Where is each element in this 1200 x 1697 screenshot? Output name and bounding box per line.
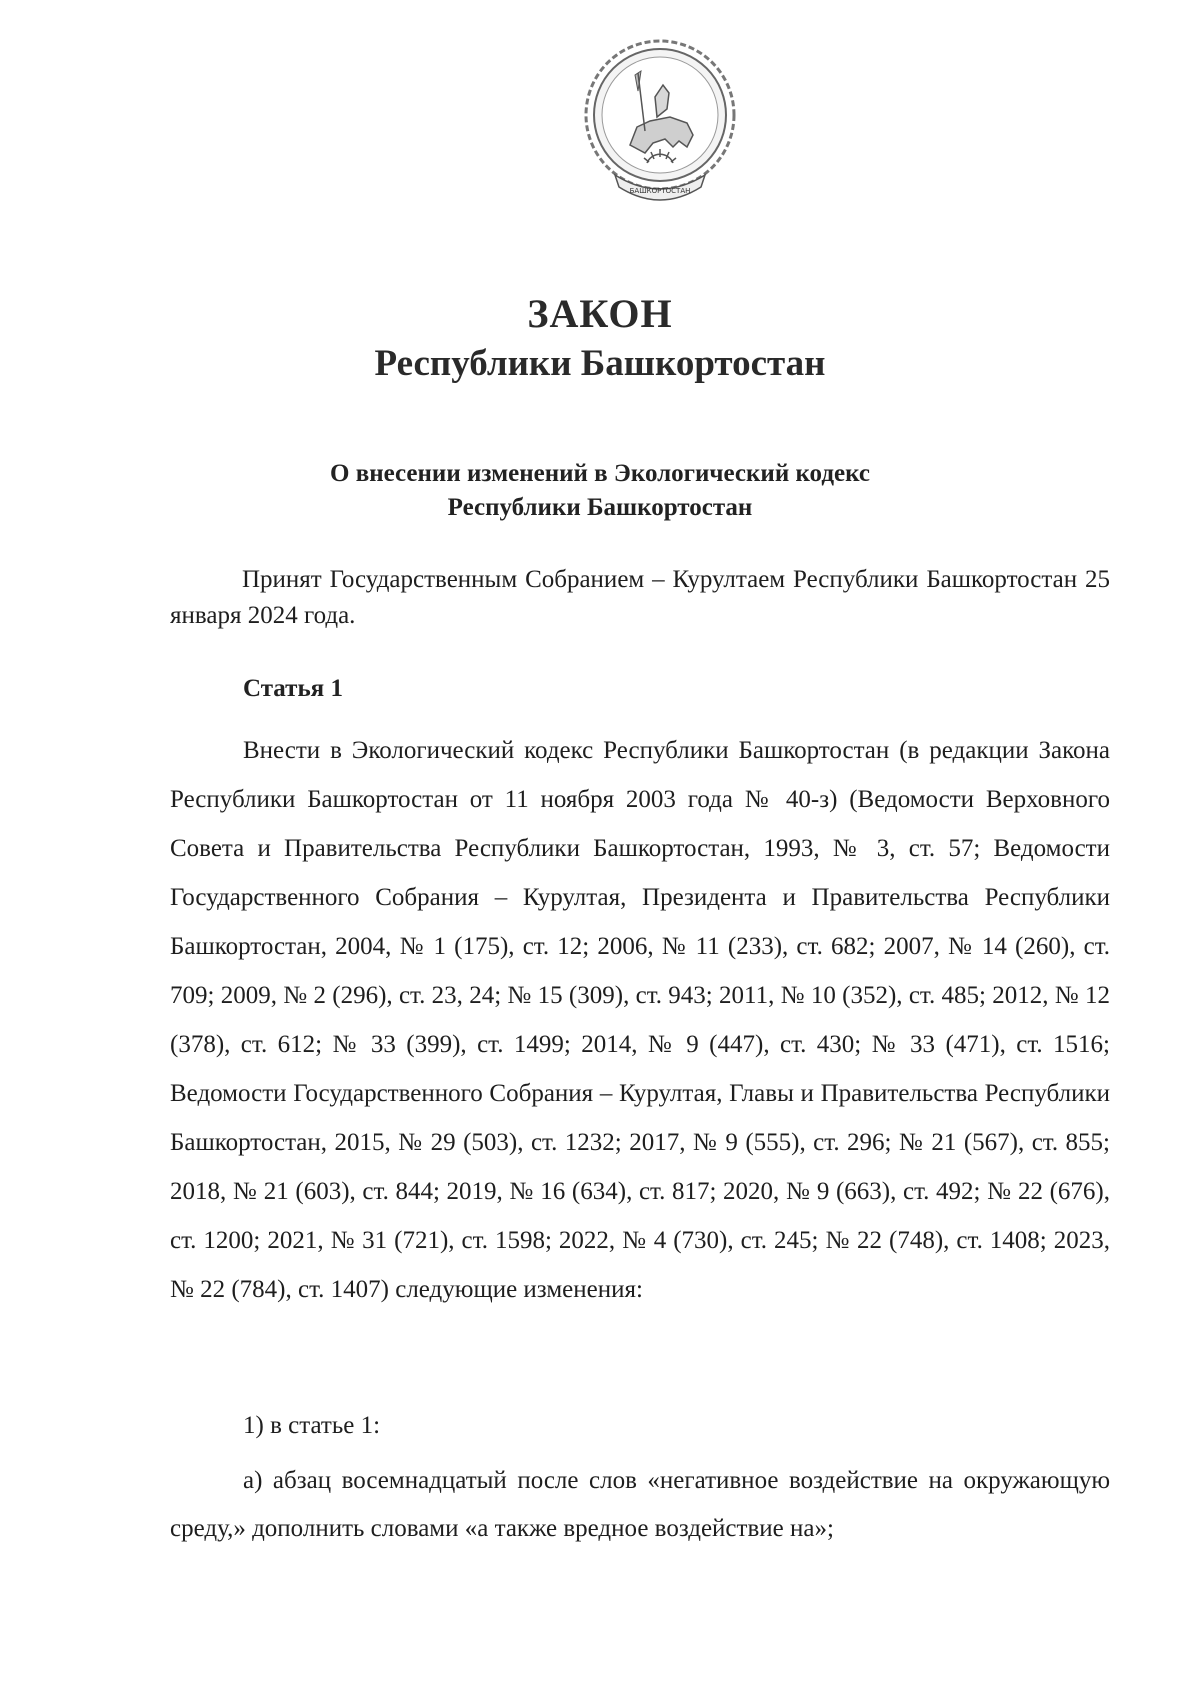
article-heading: Статья 1	[243, 675, 343, 702]
law-subject	[0, 457, 1200, 525]
law-subtitle: Республики Башкортостан	[374, 343, 826, 384]
list-item-a: а) абзац восемнадцатый после слов «негативное воздействие на окружающую среду,» дополнить словами «а также вредное воздействие на»;	[170, 1467, 1110, 1542]
article-body-paragraph: Внести в Экологический кодекс Республики Башкортостан (в редакции Закона Республики Башкортостан от 11 ноября 2003 года № 40-з) (Ведомости Верховного Совета и Правительства Республики Башкортостан, 1993, № 3, ст. 57; Ведомости Государственного Собрания – Курултая, Президента и Правительства Республики Башкортостан, 2004, № 1 (175), ст. 12; 2006, № 11 (233), ст. 682; 2007, № 14 (260), ст. 709; 2009, № 2 (296), ст. 23, 24; № 15 (309), ст. 943; 2011, № 10 (352), ст. 485; 2012, № 12 (378), ст. 612; № 33 (399), ст. 1499; 2014, № 9 (447), ст. 430; № 33 (471), ст. 1516; Ведомости Государственного Собрания – Курултая, Главы и Правительства Республики Башкортостан, 2015, № 29 (503), ст. 1232; 2017, № 9 (555), ст. 296; № 21 (567), ст. 855; 2018, № 21 (603), ст. 844; 2019, № 16 (634), ст. 817; 2020, № 9 (663), ст. 492; № 22 (676), ст. 1200; 2021, № 31 (721), ст. 1598; 2022, № 4 (730), ст. 245; № 22 (748), ст. 1408; 2023, № 22 (784), ст. 1407) следующие изменения:	[170, 737, 1110, 1303]
list-item-1: 1) в статье 1:	[243, 1412, 381, 1439]
emblem-ribbon-text: БАШКОРТОСТАН	[629, 187, 691, 195]
law-title: ЗАКОН	[527, 291, 673, 336]
adoption-statement: Принят Государственным Собранием – Курултаем Республики Башкортостан 25 января 2024 года.	[170, 566, 1110, 629]
coat-of-arms-emblem	[575, 35, 745, 215]
law-subject-line-1: О внесении изменений в Экологический кодекс	[330, 460, 870, 487]
law-subject-line-2: Республики Башкортостан	[447, 494, 753, 521]
